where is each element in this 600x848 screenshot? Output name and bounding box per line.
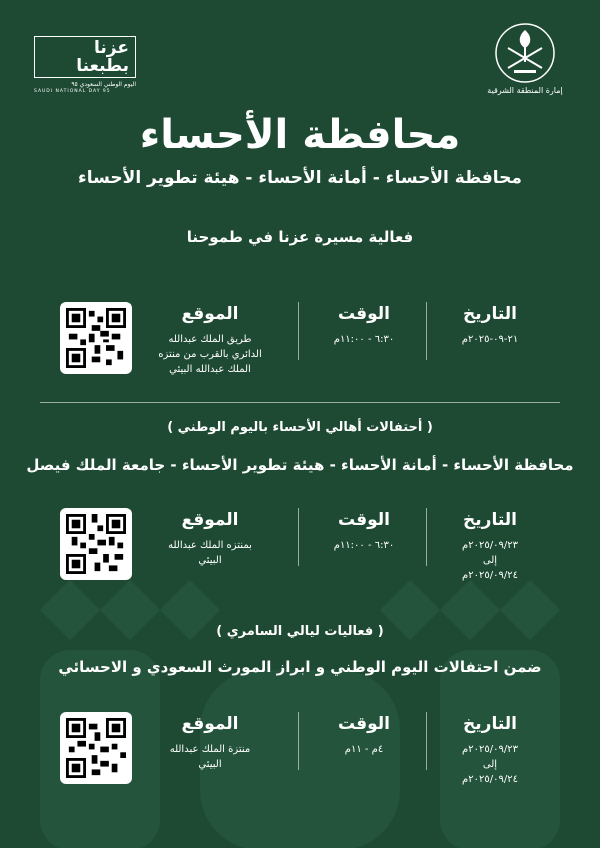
qr-code-event-3[interactable] [60,712,132,784]
emblem-label: إمارة المنطقة الشرقية [487,86,563,95]
divider [426,712,427,770]
event-1-title: فعالية مسيرة عزنا في طموحنا [186,228,414,246]
event-3-location [130,712,290,772]
time-label: الوقت [338,714,390,734]
date-to: ٢٠٢٥/٠٩/٢٤م [462,570,518,581]
event-2-organizers: محافظة الأحساء - أمانة الأحساء - هيئة تطوير الأحساء - جامعة الملك فيصل [26,456,574,474]
event-3-title: ( فعاليات ليالي السامري ) [216,624,384,639]
date-to-label: إلى [482,759,498,770]
event-3-info [40,712,560,794]
event-2-info [40,508,560,590]
divider [298,712,299,770]
event-1-date [430,302,550,347]
location-line: البيئي [198,555,222,566]
date-label: التاريخ [463,304,517,324]
date-value: ٢١-٠٩-٢٠٢٥م [461,334,519,345]
location-label: الموقع [181,714,239,734]
qr-icon [66,514,126,574]
date-to: ٢٠٢٥/٠٩/٢٤م [462,774,518,785]
event-3-time [306,712,422,757]
date-label: التاريخ [463,510,517,530]
event-2-time [306,508,422,553]
campaign-logo-subtitle: اليوم الوطني السعودي ٩٥ [71,81,136,88]
organizers-line: محافظة الأحساء - أمانة الأحساء - هيئة تطوير الأحساء [78,168,522,188]
location-line: البيئي [198,759,222,770]
location-line: بمنتزه الملك عبدالله [168,540,252,551]
page-title: محافظة الأحساء [139,112,461,158]
event-1-time [306,302,422,347]
divider [426,508,427,566]
time-label: الوقت [338,304,390,324]
time-label: الوقت [338,510,390,530]
date-from: ٢٠٢٥/٠٩/٢٣م [462,540,518,551]
location-line: الملك عبدالله البيئي [169,364,251,375]
divider [426,302,427,360]
divider [298,508,299,566]
section-divider [40,402,560,403]
qr-code-event-2[interactable] [60,508,132,580]
qr-icon [66,718,126,778]
saudi-emblem-icon [490,22,560,84]
event-3-date [430,712,550,787]
event-1-info [40,302,560,384]
time-value: ٤م - ١١م [344,744,384,755]
qr-icon [66,308,126,368]
event-3-description: ضمن احتفالات اليوم الوطني و ابراز المورث السعودي و الاحسائي [58,658,542,676]
event-2-location [130,508,290,568]
time-value: ٦:٣٠ - ١١:٠٠م [333,540,395,551]
qr-code-event-1[interactable] [60,302,132,374]
date-label: التاريخ [463,714,517,734]
date-from: ٢٠٢٥/٠٩/٢٣م [462,744,518,755]
event-1-location [130,302,290,377]
location-label: الموقع [181,510,239,530]
campaign-logo-english: SAUDI NATIONAL DAY 95 [34,89,111,94]
campaign-logo [34,36,136,94]
date-to-label: إلى [482,555,498,566]
event-2-date [430,508,550,583]
location-label: الموقع [181,304,239,324]
event-2-title: ( أحتفالات أهالي الأحساء باليوم الوطني ) [167,420,433,435]
location-line: الدائري بالقرب من منتزه [158,349,262,360]
campaign-logo-text: عزنا بطبعنا [34,36,136,78]
time-value: ٦:٣٠ - ١١:٠٠م [333,334,395,345]
location-line: منتزة الملك عبدالله [169,744,251,755]
location-line: طريق الملك عبدالله [168,334,252,345]
divider [298,302,299,360]
